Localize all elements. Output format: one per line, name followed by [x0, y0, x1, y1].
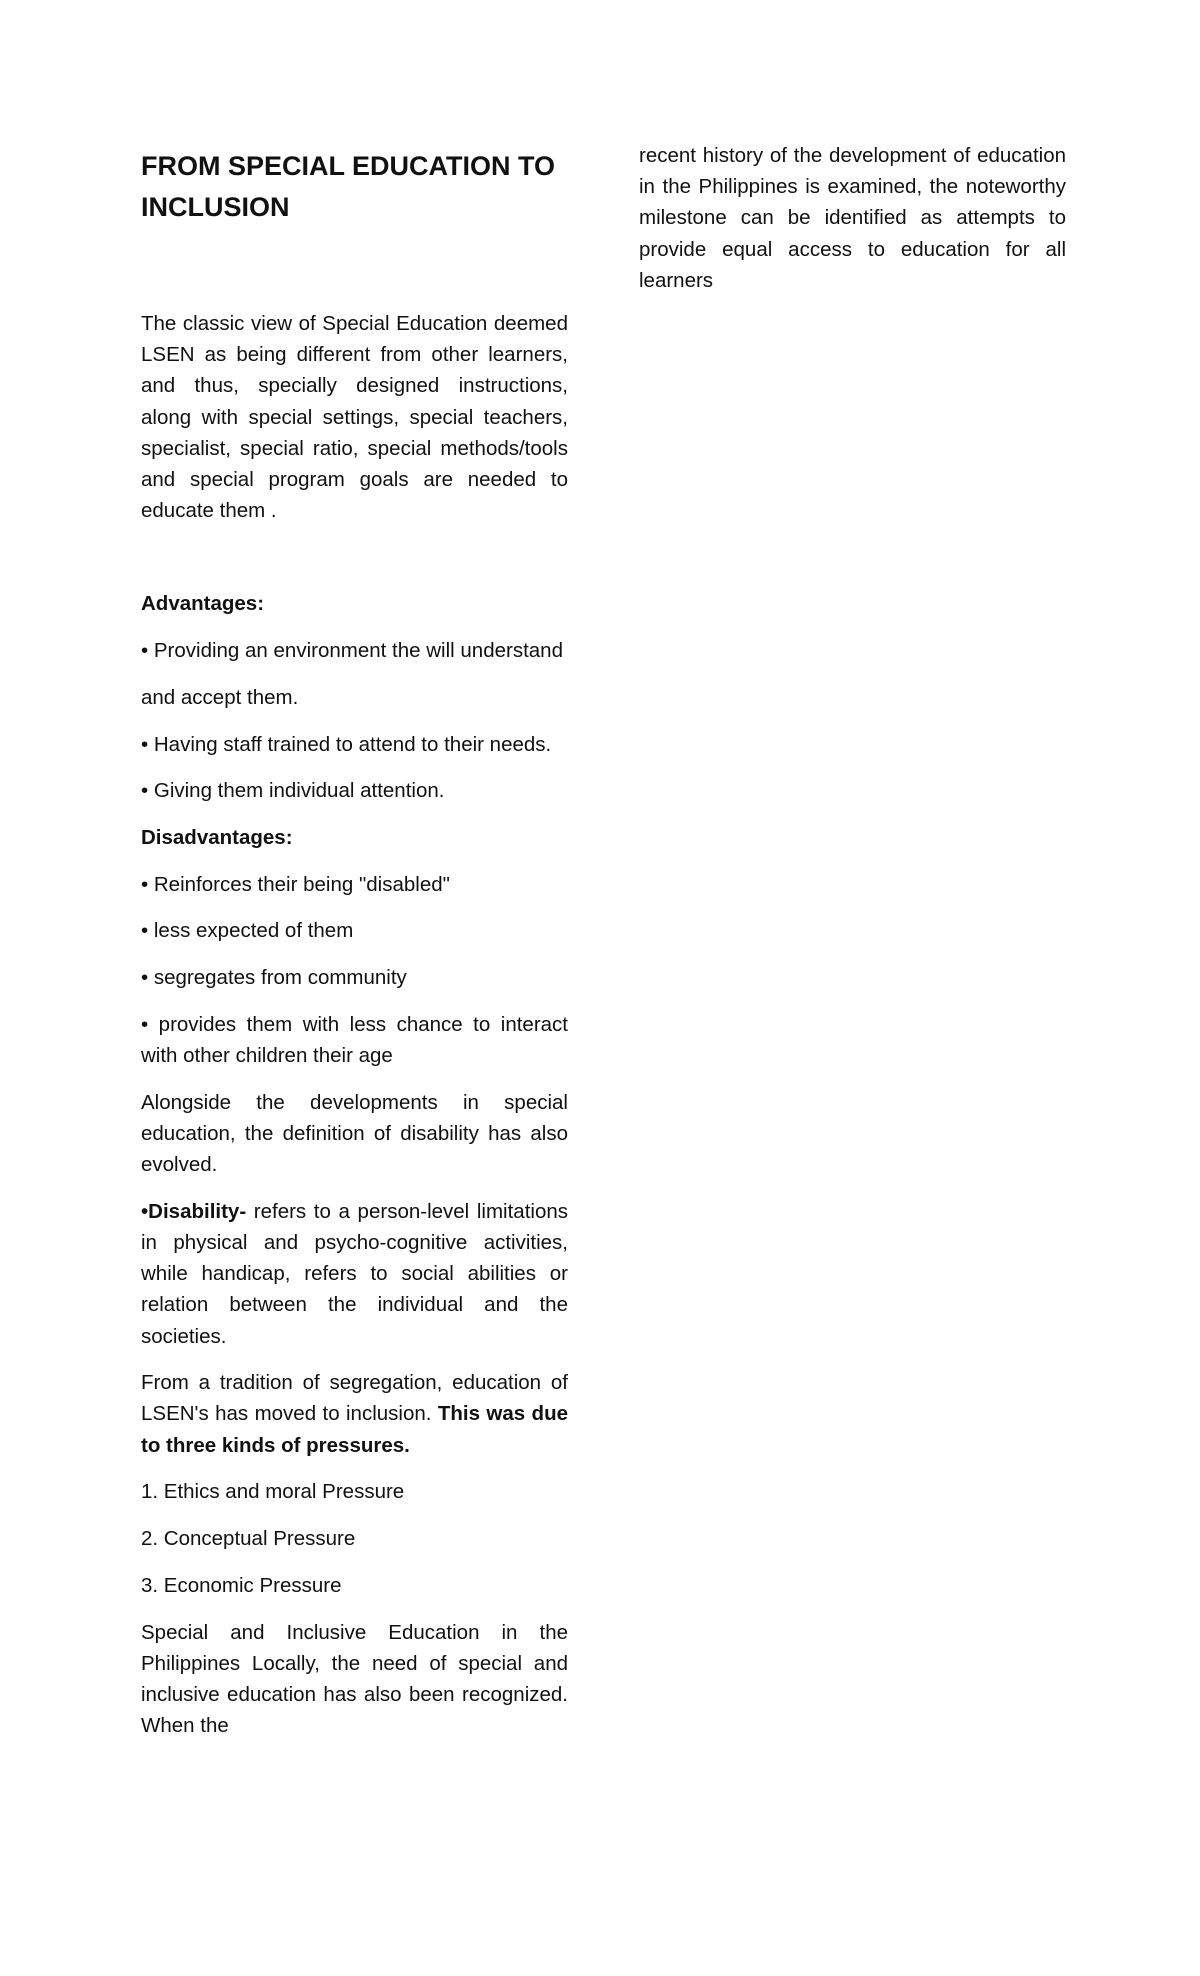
right-column-paragraph: recent history of the development of education in the Philippines is examined, the noteworthy milestone can be identified as attempts to provide equal access to education for all learners: [639, 144, 1066, 292]
disability-term: •Disability-: [141, 1199, 247, 1223]
advantage-item: • Having staff trained to attend to their needs.: [141, 732, 552, 756]
pressures-intro-paragraph: [141, 1367, 568, 1461]
pressure-item: 2. Conceptual Pressure: [141, 1527, 356, 1551]
local-paragraph: Special and Inclusive Education in the Philippines Locally, the need of special and inclusive education has also been recognized. When the: [141, 1620, 568, 1738]
advantage-item: and accept them.: [141, 685, 299, 709]
disability-definition-text: refers to a person-level limitations in physical and psycho-cognitive activities, while handicap, refers to social abilities or relation between the individual and the societies.: [141, 1199, 568, 1348]
advantages-heading: Advantages:: [141, 592, 265, 616]
advantage-item: • Giving them individual attention.: [141, 779, 445, 803]
pressure-item: 1. Ethics and moral Pressure: [141, 1480, 405, 1504]
disadvantages-heading: Disadvantages:: [141, 825, 293, 849]
disadvantage-item: • less expected of them: [141, 919, 354, 943]
pressure-item: 3. Economic Pressure: [141, 1573, 342, 1597]
intro-paragraph: The classic view of Special Education deemed LSEN as being different from other learners, and thus, specially designed instructions, along with special settings, special teachers, specialist, special ratio, special methods/tools and special program goals are needed to educate them .: [141, 312, 568, 523]
right-column: [639, 140, 1066, 296]
disability-definition-paragraph: [141, 1196, 568, 1352]
pressures-intro-text: From a tradition of segregation, education of LSEN's has moved to inclusion.: [141, 1371, 568, 1426]
pressures-intro-bold: This was due to three kinds of pressures.: [141, 1402, 568, 1457]
disability-intro-paragraph: Alongside the developments in special education, the definition of disability has also evolved.: [141, 1090, 568, 1177]
document-title: FROM SPECIAL EDUCATION TO INCLUSION: [141, 151, 556, 222]
disadvantage-item: • provides them with less chance to interact with other children their age: [141, 1012, 568, 1067]
left-column: [141, 140, 568, 1757]
disadvantage-item: • segregates from community: [141, 966, 407, 990]
advantage-item: • Providing an environment the will understand: [141, 639, 563, 663]
disadvantage-item: • Reinforces their being "disabled": [141, 872, 450, 896]
